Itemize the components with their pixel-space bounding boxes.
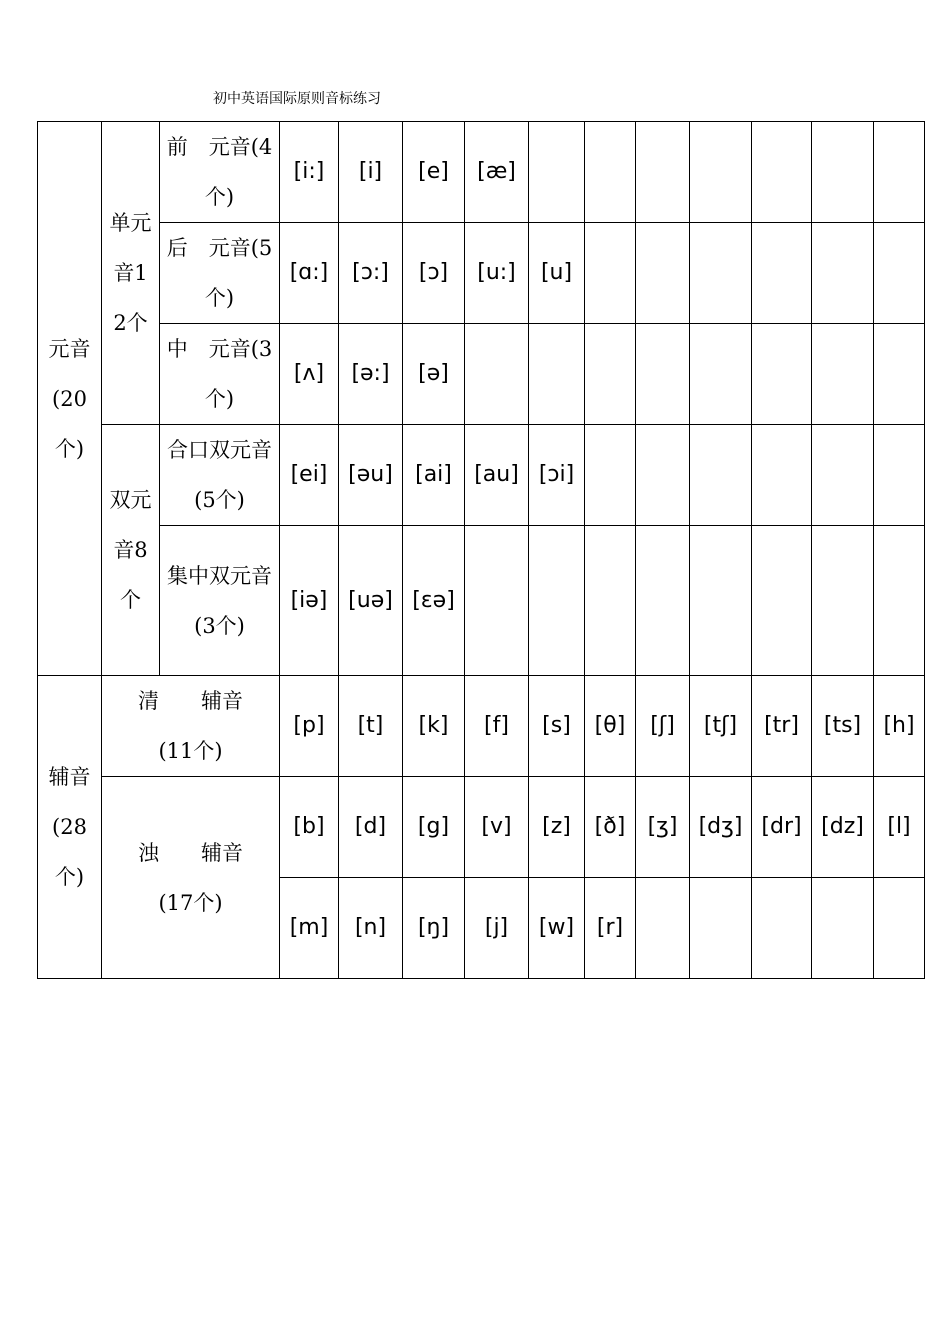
symbol-cell: [s] <box>529 676 585 777</box>
symbol-cell: [uə] <box>339 526 403 676</box>
symbol-cell: [k] <box>403 676 465 777</box>
symbol-cell: [ɛə] <box>403 526 465 676</box>
symbol-cell: [f] <box>465 676 529 777</box>
empty-cell <box>752 878 812 979</box>
symbol-cell: [iə] <box>280 526 339 676</box>
symbol-cell: [əu] <box>339 425 403 526</box>
empty-cell <box>585 122 636 223</box>
row-voiceless-consonants <box>38 676 925 777</box>
symbol-cell: [m] <box>280 878 339 979</box>
empty-cell <box>874 425 925 526</box>
empty-cell <box>812 324 874 425</box>
empty-cell <box>690 425 752 526</box>
front-vowels-label: 前 元音(4个) <box>160 122 280 223</box>
empty-cell <box>465 526 529 676</box>
empty-cell <box>529 324 585 425</box>
symbol-cell: [æ] <box>465 122 529 223</box>
row-closing-diphthongs <box>38 425 925 526</box>
empty-cell <box>752 526 812 676</box>
consonants-group-label: 辅音(28个) <box>38 676 102 979</box>
empty-cell <box>690 878 752 979</box>
symbol-cell: [ai] <box>403 425 465 526</box>
empty-cell <box>690 324 752 425</box>
symbol-cell: [ʌ] <box>280 324 339 425</box>
empty-cell <box>529 122 585 223</box>
empty-cell <box>585 526 636 676</box>
symbol-cell: [g] <box>403 777 465 878</box>
back-vowels-label: 后 元音(5个) <box>160 223 280 324</box>
symbol-cell: [ɔ:] <box>339 223 403 324</box>
symbol-cell: [ei] <box>280 425 339 526</box>
symbol-cell: [ɔi] <box>529 425 585 526</box>
empty-cell <box>874 878 925 979</box>
symbol-cell: [dʒ] <box>690 777 752 878</box>
voiced-consonants-label: 浊 辅音(17个) <box>102 777 280 979</box>
symbol-cell: [ts] <box>812 676 874 777</box>
empty-cell <box>752 122 812 223</box>
symbol-cell: [ð] <box>585 777 636 878</box>
diphthongs-group-label: 双元音8个 <box>102 425 160 676</box>
empty-cell <box>874 526 925 676</box>
empty-cell <box>529 526 585 676</box>
empty-cell <box>465 324 529 425</box>
symbol-cell: [t] <box>339 676 403 777</box>
symbol-cell: [dr] <box>752 777 812 878</box>
empty-cell <box>636 878 690 979</box>
empty-cell <box>690 526 752 676</box>
symbol-cell: [b] <box>280 777 339 878</box>
symbol-cell: [n] <box>339 878 403 979</box>
symbol-cell: [ə:] <box>339 324 403 425</box>
empty-cell <box>752 223 812 324</box>
vowels-group-label: 元音(20个) <box>38 122 102 676</box>
symbol-cell: [w] <box>529 878 585 979</box>
empty-cell <box>636 122 690 223</box>
symbol-cell: [d] <box>339 777 403 878</box>
empty-cell <box>812 223 874 324</box>
symbol-cell: [p] <box>280 676 339 777</box>
empty-cell <box>585 324 636 425</box>
empty-cell <box>585 425 636 526</box>
symbol-cell: [au] <box>465 425 529 526</box>
empty-cell <box>636 324 690 425</box>
empty-cell <box>812 878 874 979</box>
symbol-cell: [h] <box>874 676 925 777</box>
row-back-vowels <box>38 223 925 324</box>
empty-cell <box>752 425 812 526</box>
empty-cell <box>874 122 925 223</box>
symbol-cell: [tʃ] <box>690 676 752 777</box>
row-centering-diphthongs <box>38 526 925 676</box>
empty-cell <box>812 122 874 223</box>
centering-diphthongs-label: 集中双元音(3个) <box>160 526 280 676</box>
symbol-cell: [i:] <box>280 122 339 223</box>
empty-cell <box>690 122 752 223</box>
symbol-cell: [r] <box>585 878 636 979</box>
symbol-cell: [ŋ] <box>403 878 465 979</box>
empty-cell <box>636 223 690 324</box>
symbol-cell: [u] <box>529 223 585 324</box>
symbol-cell: [v] <box>465 777 529 878</box>
monophthongs-group-label: 单元音12个 <box>102 122 160 425</box>
symbol-cell: [j] <box>465 878 529 979</box>
symbol-cell: [i] <box>339 122 403 223</box>
voiceless-consonants-label: 清 辅音(11个) <box>102 676 280 777</box>
empty-cell <box>812 425 874 526</box>
empty-cell <box>690 223 752 324</box>
empty-cell <box>812 526 874 676</box>
symbol-cell: [θ] <box>585 676 636 777</box>
row-central-vowels <box>38 324 925 425</box>
symbol-cell: [ɔ] <box>403 223 465 324</box>
empty-cell <box>874 324 925 425</box>
symbol-cell: [l] <box>874 777 925 878</box>
closing-diphthongs-label: 合口双元音(5个) <box>160 425 280 526</box>
row-front-vowels <box>38 122 925 223</box>
row-voiced-consonants-1 <box>38 777 925 878</box>
central-vowels-label: 中 元音(3个) <box>160 324 280 425</box>
empty-cell <box>585 223 636 324</box>
symbol-cell: [ɑ:] <box>280 223 339 324</box>
symbol-cell: [ʒ] <box>636 777 690 878</box>
symbol-cell: [tr] <box>752 676 812 777</box>
document-title: 初中英语国际原则音标练习 <box>213 91 381 107</box>
symbol-cell: [dz] <box>812 777 874 878</box>
empty-cell <box>636 425 690 526</box>
symbol-cell: [ʃ] <box>636 676 690 777</box>
empty-cell <box>636 526 690 676</box>
symbol-cell: [z] <box>529 777 585 878</box>
symbol-cell: [e] <box>403 122 465 223</box>
symbol-cell: [u:] <box>465 223 529 324</box>
phonetic-symbol-table <box>37 121 925 979</box>
empty-cell <box>874 223 925 324</box>
empty-cell <box>752 324 812 425</box>
symbol-cell: [ə] <box>403 324 465 425</box>
